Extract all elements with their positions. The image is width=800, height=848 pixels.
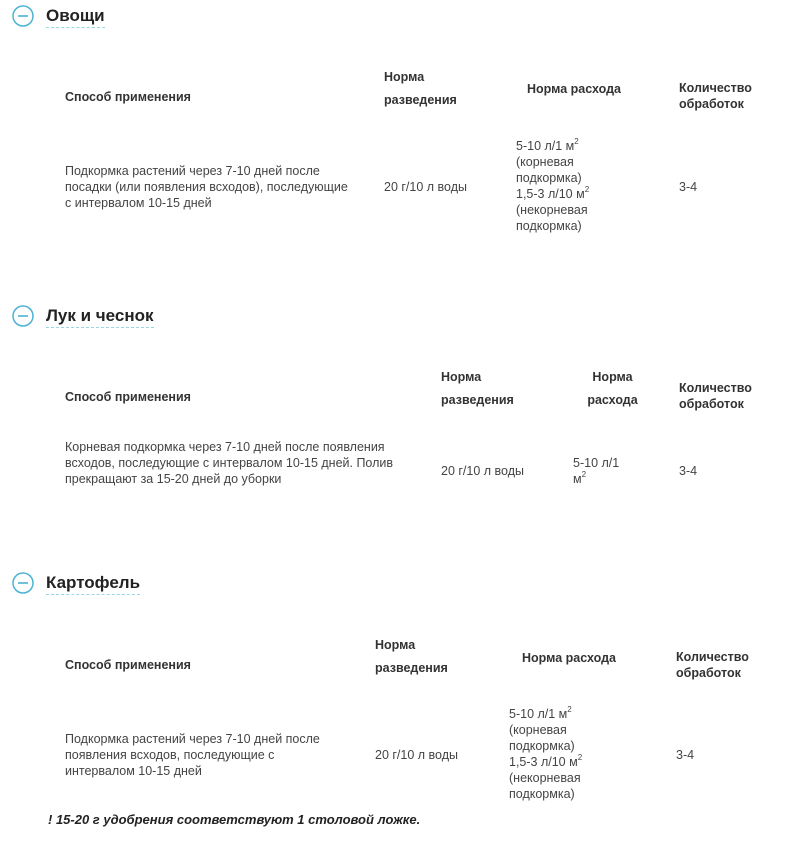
section-title: Картофель	[46, 572, 140, 595]
superscript: 2	[584, 184, 590, 194]
consumption-line-1: 5-10 л/1 м	[516, 139, 575, 153]
section-title: Лук и чеснок	[46, 305, 154, 328]
cell-consumption	[509, 706, 614, 802]
consumption-note-2: (некорневая подкормка)	[509, 771, 581, 801]
superscript: 2	[567, 704, 572, 714]
header-consumption: Норма расхода	[587, 370, 638, 407]
cell-count: 3-4	[679, 464, 698, 478]
cell-method: Подкормка растений через 7-10 дней после посадки (или появления всходов), последующие с интервалом 10-15 дней	[65, 164, 348, 210]
cell-dilution: 20 г/10 л воды	[441, 464, 525, 478]
header-consumption: Норма расхода	[522, 651, 617, 665]
section-header-onion-garlic[interactable]	[12, 303, 154, 329]
cell-method: Корневая подкормка через 7-10 дней после появления всходов, последующие с интервалом 10-15 дней. Полив прекращают за 15-20 дней до уборки	[65, 440, 394, 486]
cell-method: Подкормка растений через 7-10 дней после появления всходов, последующие с интервалом 10-15 дней	[65, 732, 320, 778]
minus-circle-icon[interactable]	[12, 572, 34, 594]
cell-count: 3-4	[679, 180, 698, 194]
section-title: Овощи	[46, 5, 105, 28]
cell-consumption	[573, 455, 633, 487]
superscript: 2	[581, 469, 587, 479]
cell-count: 3-4	[676, 748, 695, 762]
header-method: Способ применения	[65, 90, 191, 104]
section-header-potato[interactable]	[12, 570, 140, 596]
consumption-note-1: (корневая подкормка)	[509, 723, 575, 753]
cell-dilution: 20 г/10 л воды	[384, 180, 468, 194]
header-count: Количество обработок	[679, 81, 752, 111]
header-count: Количество обработок	[679, 381, 752, 411]
superscript: 2	[577, 752, 583, 762]
superscript: 2	[574, 136, 579, 146]
header-dilution: Норма разведения	[384, 70, 457, 107]
cell-consumption	[516, 138, 621, 234]
section-header-vegetables[interactable]	[12, 3, 105, 29]
header-dilution: Норма разведения	[375, 638, 448, 675]
consumption-note-1: (корневая подкормка)	[516, 155, 582, 185]
header-method: Способ применения	[65, 658, 191, 672]
minus-circle-icon[interactable]	[12, 305, 34, 327]
consumption-line-2: 1,5-3 л/10 м	[509, 755, 578, 769]
minus-circle-icon[interactable]	[12, 5, 34, 27]
header-count: Количество обработок	[676, 650, 749, 680]
footnote: ! 15-20 г удобрения соответствуют 1 столовой ложке.	[48, 812, 421, 827]
consumption-line-1: 5-10 л/1 м	[509, 707, 568, 721]
consumption-line-2: 1,5-3 л/10 м	[516, 187, 585, 201]
header-consumption: Норма расхода	[527, 82, 622, 96]
consumption-line-1: 5-10 л/1 м	[573, 456, 620, 486]
cell-dilution: 20 г/10 л воды	[375, 748, 459, 762]
header-dilution: Норма разведения	[441, 370, 514, 407]
header-method: Способ применения	[65, 390, 191, 404]
consumption-note-2: (некорневая подкормка)	[516, 203, 588, 233]
